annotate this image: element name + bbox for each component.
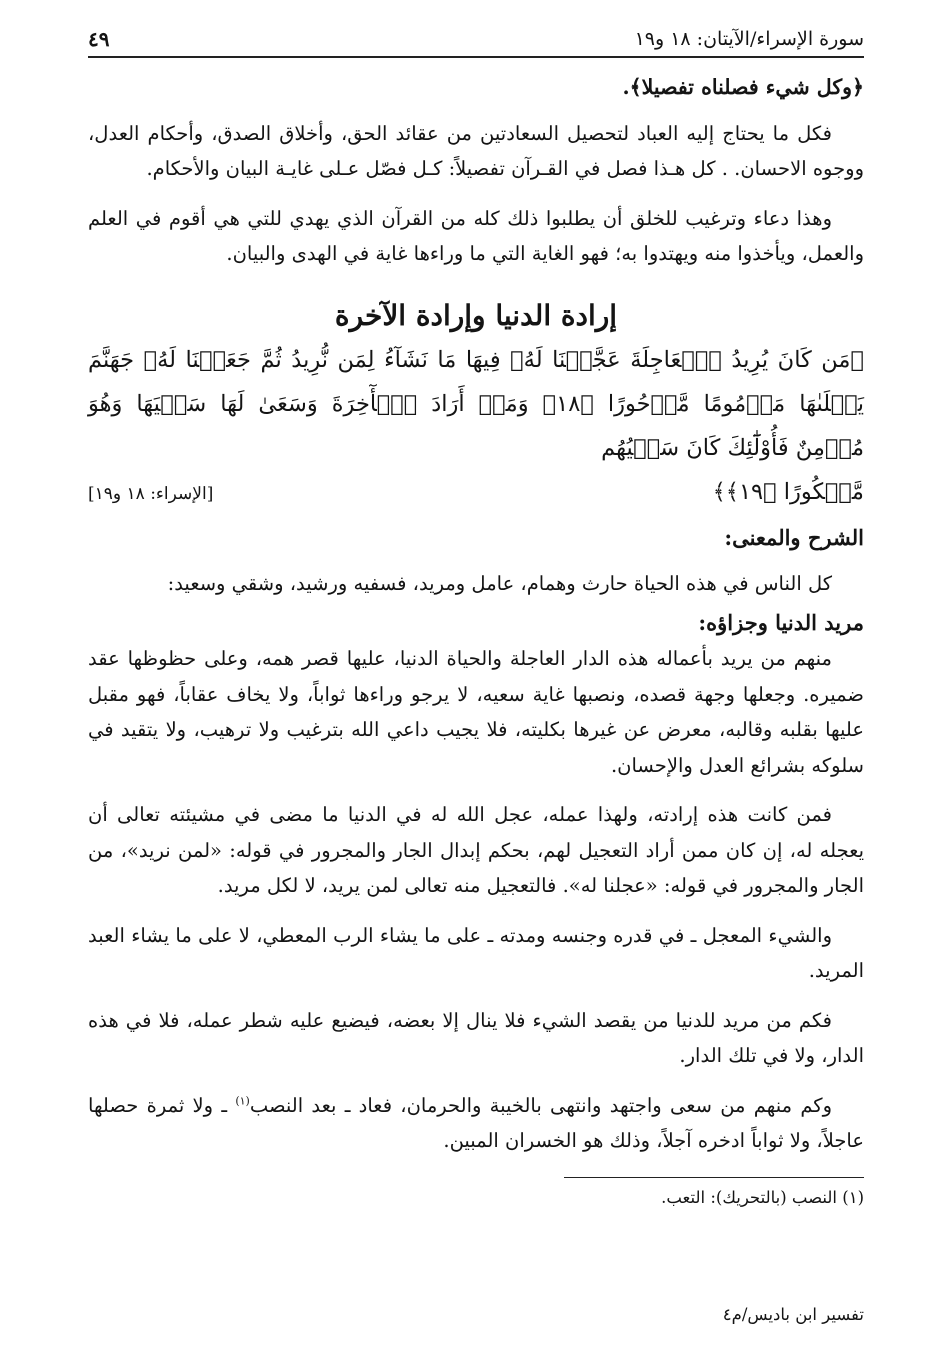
footnote-divider bbox=[564, 1177, 864, 1178]
quran-verses-end bbox=[88, 470, 864, 516]
paragraph-7: فكم من مريد للدنيا من يقصد الشيء فلا ينال إلا بعضه، فيضيع عليه شطر عمله، فلا في هذه الدار، ولا في تلك الدار. bbox=[88, 1008, 864, 1067]
paragraph-6: والشيء المعجل ـ في قدره وجنسه ومدته ـ على ما يشاء الرب المعطي، لا على ما يشاء العبد المريد. bbox=[88, 923, 864, 982]
footnote: (١) النصب (بالتحريك): التعب. bbox=[661, 1187, 864, 1207]
heading-explanation: الشرح والمعنى: bbox=[724, 524, 864, 550]
book-page bbox=[88, 26, 864, 1346]
paragraph-1: فكل ما يحتاج إليه العباد لتحصيل السعادتين من عقائد الحق، وأخلاق الصدق، وأحكام العدل، ووجوه الاحسان. . كل هـذا فصل في القـرآن تفصيلاً: كـل فصّل عـلى غايـة البيان والأحكام. bbox=[88, 121, 864, 180]
quran-verses: ﴿مَن كَانَ يُرِيدُ ٱلۡعَاجِلَةَ عَجَّلۡنَا لَهُۥ فِيهَا مَا نَشَآءُ لِمَن نُّرِيدُ ثُمَّ جَعَلۡنَا لَهُۥ جَهَنَّمَ يَصۡلَىٰهَا مَذۡمُومًا مَّدۡحُورًا ﴿١٨﴾ وَمَنۡ أَرَادَ ٱلۡأٓخِرَةَ وَسَعَىٰ لَهَا سَعۡيَهَا وَهُوَ مُؤۡمِنٌ فَأُوْلَٰٓئِكَ كَانَ سَعۡيُهُم bbox=[88, 346, 864, 461]
paragraph-8-text-before: وكم منهم من سعى واجتهد وانتهى بالخيبة والحرمان، فعاد ـ بعد النصب bbox=[249, 1093, 832, 1117]
section-title: إرادة الدنيا وإرادة الآخرة bbox=[334, 298, 618, 332]
footnote-marker[interactable]: (١) bbox=[235, 1094, 250, 1107]
running-header bbox=[88, 26, 864, 58]
paragraph-5: فمن كانت هذه إرادته، ولهذا عمله، عجل الله له في الدنيا ما مضى في مشيئته تعالى أن يعجله له، إن كان ممن أراد التعجيل لهم، بحكم إبدال الجار والمجرور في قوله: «لمن نريد»، من الجار والمجرور في قوله: «عجلنا له». فالتعجيل منه تعالى لمن يريد، لا لكل مريد. bbox=[88, 803, 864, 897]
paragraph-2: وهذا دعاء وترغيب للخلق أن يطلبوا ذلك كله من القرآن الذي يهدي للتي هي أقوم في العلم والعمل، ويأخذوا منه ويهتدوا به؛ فهو الغاية التي ما وراءها غاية في الهدى والبيان. bbox=[88, 206, 864, 265]
paragraph-8 bbox=[88, 1088, 864, 1159]
paragraph-8-text-after: ـ ولا ثمرة حصلها عاجلاً، ولا ثواباً ادخره آجلاً، وذلك هو الخسران المبين. bbox=[88, 1093, 864, 1152]
verse-citation: [الإسراء: ١٨ و١٩] bbox=[88, 483, 214, 504]
heading-seeker-of-world: مريد الدنيا وجزاؤه: bbox=[698, 610, 864, 635]
paragraph-3: كل الناس في هذه الحياة حارث وهمام، عامل ومريد، فسفيه ورشيد، وشقي وسعيد: bbox=[167, 571, 832, 595]
page-signature: تفسير ابن باديس/م٤ bbox=[722, 1305, 864, 1324]
paragraph-4: منهم من يريد بأعماله هذه الدار العاجلة والحياة الدنيا، عليها قصر همه، وعلى حظوظها عقد ضميره. وجعلها وجهة قصده، ونصبها غاية سعيه، لا يرجو وراءها ثواباً، ولا يخاف عقاباً، فهو مقبل عليها بقلبه وقالبه، معرض عن غيرها بكليته، فلا يجيب داعي الله بترغيب ولا ترهيب، ولا يتقيد في سلوكه بشرائع العدل والإحسان. bbox=[88, 647, 864, 777]
quran-end-text: مَّشۡكُورًا ﴿١٩﴾﴾ bbox=[712, 478, 864, 505]
running-title: سورة الإسراء/الآيتان: ١٨ و١٩ bbox=[634, 28, 864, 50]
page-number: ٤٩ bbox=[88, 27, 110, 51]
verse-quote: ﴿وكل شيء فصلناه تفصيلا﴾. bbox=[622, 75, 864, 99]
